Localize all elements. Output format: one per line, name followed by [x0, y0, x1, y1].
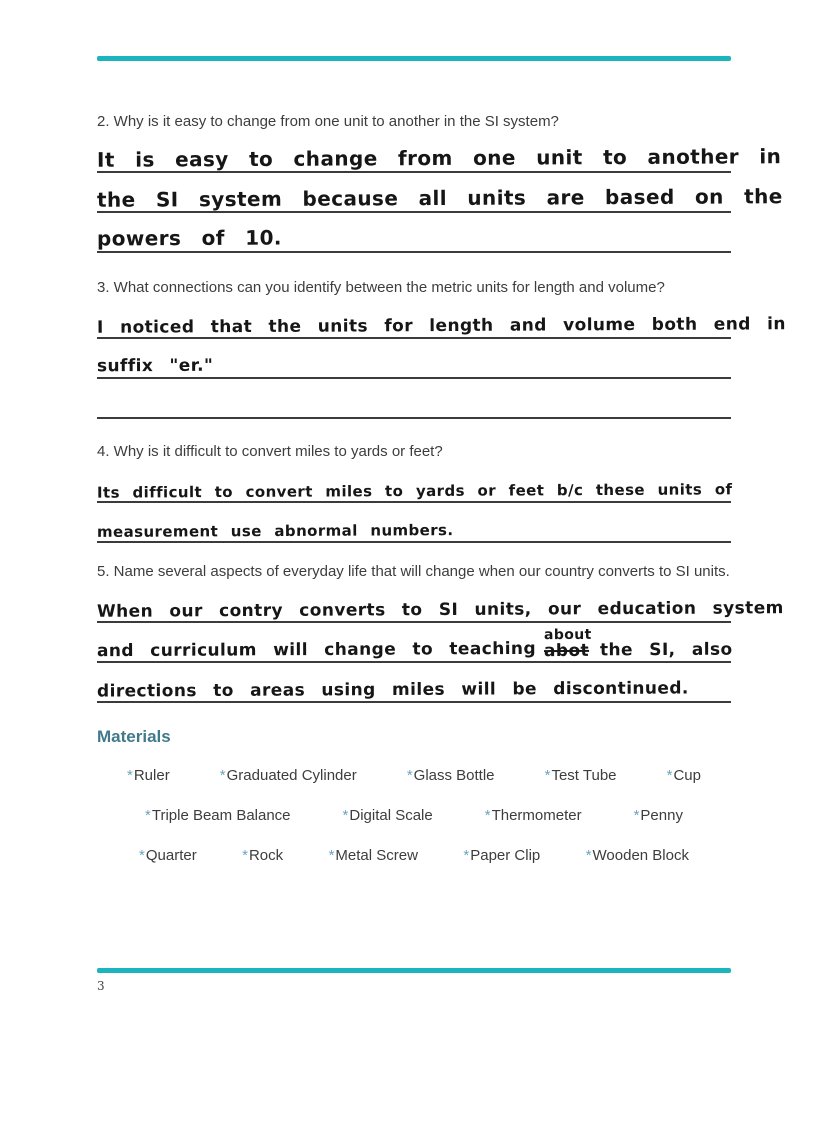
material-label: Triple Beam Balance: [151, 807, 291, 824]
material-item: [667, 767, 701, 784]
material-item: [545, 767, 617, 784]
asterisk-bullet: *: [406, 767, 413, 784]
material-item: [463, 847, 540, 864]
material-item: [586, 847, 689, 864]
asterisk-bullet: *: [544, 767, 551, 784]
page-number: 3: [97, 979, 105, 993]
inline-correction: [544, 628, 592, 660]
answer-line: [96, 173, 783, 213]
materials-heading: Materials: [97, 727, 171, 746]
material-label: Test Tube: [551, 767, 617, 784]
material-item: [139, 847, 197, 864]
materials-row-2: [97, 807, 731, 824]
material-item: [485, 807, 582, 824]
answer-line-blank: [97, 379, 731, 419]
handwritten-answer: When our contry converts to SI units, our education system: [96, 598, 784, 622]
material-label: Wooden Block: [592, 847, 689, 864]
handwritten-answer: measurement use abnormal numbers.: [96, 521, 454, 541]
materials-row-3: [97, 847, 731, 864]
handwritten-answer: Its difficult to convert miles to yards or feet b/c these units of: [96, 480, 733, 502]
answer-line: [96, 299, 786, 339]
handwritten-answer: directions to areas using miles will be discontinued.: [96, 678, 689, 702]
asterisk-bullet: *: [328, 847, 335, 864]
answer-line: [97, 213, 731, 253]
handwritten-answer: powers of 10.: [96, 225, 282, 251]
question-5-text: 5. Name several aspects of everyday life that will change when our country converts to SI units.: [97, 563, 730, 580]
question-4-text: 4. Why is it difficult to convert miles to yards or feet?: [97, 443, 443, 460]
asterisk-bullet: *: [219, 767, 226, 784]
material-item: [407, 767, 495, 784]
asterisk-bullet: *: [145, 807, 151, 824]
asterisk-bullet: *: [666, 767, 673, 784]
handwritten-answer: suffix "er.": [96, 355, 214, 377]
asterisk-bullet: *: [585, 847, 592, 864]
material-label: Quarter: [145, 847, 197, 864]
question-2: [96, 111, 783, 253]
material-item: [634, 807, 683, 824]
material-label: Metal Screw: [335, 847, 418, 864]
handwritten-answer: and curriculum will change to teaching: [96, 638, 537, 662]
asterisk-bullet: *: [463, 847, 470, 864]
material-label: Graduated Cylinder: [226, 767, 357, 784]
handwritten-answer: the SI system because all units are based on the: [96, 184, 783, 212]
handwritten-answer: It is easy to change from one unit to another in: [96, 144, 782, 172]
materials-section: [97, 727, 731, 864]
asterisk-bullet: *: [633, 807, 640, 824]
question-3: [96, 277, 786, 419]
material-item: [242, 847, 283, 864]
material-item: [343, 807, 433, 824]
asterisk-bullet: *: [242, 847, 248, 864]
materials-row-1: [97, 767, 731, 784]
question-2-text: 2. Why is it easy to change from one unit to another in the SI system?: [97, 113, 559, 130]
handwritten-answer: I noticed that the units for length and volume both end in: [96, 314, 786, 338]
material-item: [127, 767, 170, 784]
answer-line: [96, 133, 782, 173]
asterisk-bullet: *: [127, 767, 133, 784]
asterisk-bullet: *: [342, 807, 349, 824]
material-item: [145, 807, 291, 824]
answer-line: [97, 503, 731, 543]
material-label: Ruler: [133, 767, 170, 784]
inserted-word: about: [543, 626, 592, 644]
answer-line: [97, 463, 731, 503]
material-item: [329, 847, 418, 864]
answer-line: [97, 339, 731, 379]
question-3-text: 3. What connections can you identify between the metric units for length and volume?: [97, 279, 665, 296]
answer-line: [96, 583, 784, 623]
material-label: Glass Bottle: [413, 767, 495, 784]
asterisk-bullet: *: [139, 847, 145, 864]
material-label: Cup: [673, 767, 701, 784]
top-divider: [97, 56, 731, 61]
material-label: Paper Clip: [470, 847, 541, 864]
worksheet-page: [96, 56, 786, 993]
material-label: Rock: [248, 847, 284, 864]
material-item: [220, 767, 357, 784]
material-label: Penny: [640, 807, 683, 824]
material-label: Digital Scale: [349, 807, 433, 824]
answer-line: [97, 663, 731, 703]
bottom-divider: [97, 968, 731, 973]
struck-out-word: abot: [543, 640, 590, 662]
question-5: [96, 561, 784, 703]
answer-line: [97, 623, 731, 663]
question-4: [97, 441, 731, 543]
handwritten-answer: the SI, also: [599, 639, 733, 661]
material-label: Thermometer: [491, 807, 582, 824]
asterisk-bullet: *: [484, 807, 491, 824]
